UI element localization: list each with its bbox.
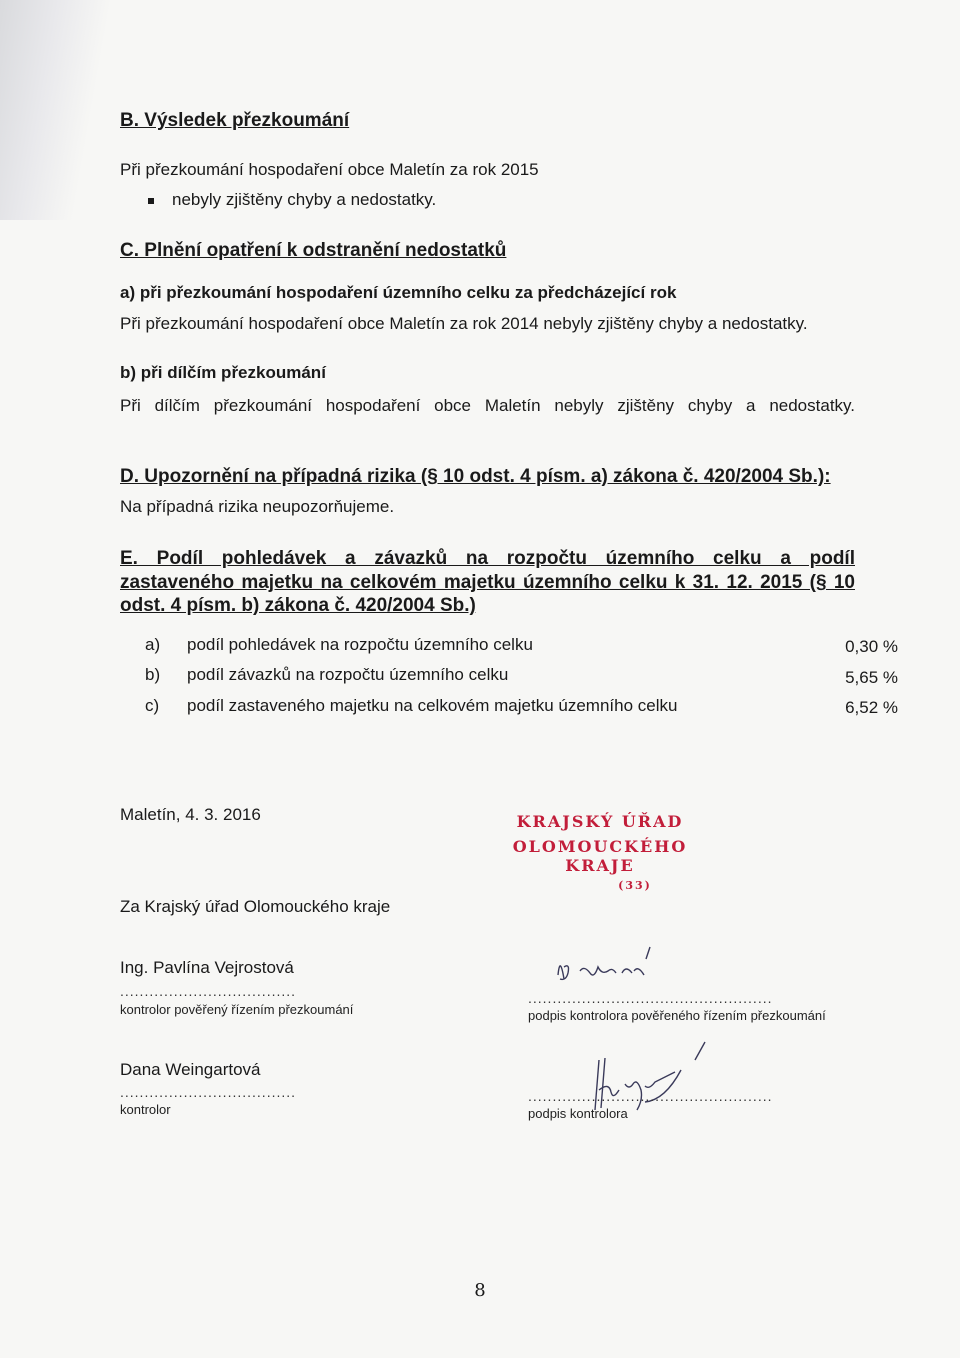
section-e-item-a-label: podíl pohledávek na rozpočtu územního celku xyxy=(187,635,533,654)
page-number: 8 xyxy=(474,1280,486,1301)
section-c-heading: C. Plnění opatření k odstranění nedostatků xyxy=(120,240,507,261)
section-e-heading-line2: zastaveného majetku na celkovém majetku územního celku k 31. 12. 2015 (§ 10 xyxy=(120,572,855,593)
section-c-b-heading: b) při dílčím přezkoumání xyxy=(120,363,326,382)
signer-1-role: kontrolor pověřený řízením přezkoumání xyxy=(120,1002,354,1017)
signature-1-label: podpis kontrolora pověřeného řízením přezkoumání xyxy=(528,1008,826,1023)
page-corner-shadow xyxy=(0,0,110,220)
for-office: Za Krajský úřad Olomouckého kraje xyxy=(120,897,391,916)
signature-2-label: podpis kontrolora xyxy=(528,1106,628,1121)
section-e-item-b-value: 5,65 % xyxy=(845,668,898,687)
signer-2-role: kontrolor xyxy=(120,1102,171,1117)
signer-1-dots: .................................... xyxy=(120,983,297,999)
stamp-number: (33) xyxy=(618,879,652,892)
section-e-item-b-letter: b) xyxy=(145,665,161,684)
stamp-line1: KRAJSKÝ ÚŘAD xyxy=(516,812,684,831)
section-b-text: Při přezkoumání hospodaření obce Maletín za rok 2015 xyxy=(120,160,539,179)
signature-1-dots: .................................................. xyxy=(528,990,773,1006)
place-date: Maletín, 4. 3. 2016 xyxy=(120,805,261,824)
section-b-bullet-text: nebyly zjištěny chyby a nedostatky. xyxy=(172,190,437,209)
section-e-item-a-letter: a) xyxy=(145,635,161,654)
section-e-item-b-label: podíl závazků na rozpočtu územního celku xyxy=(187,665,509,684)
section-c-a-heading: a) při přezkoumání hospodaření územního celku za předcházející rok xyxy=(120,283,677,302)
section-e-heading-line1: E. Podíl pohledávek a závazků na rozpočtu územního celku a podíl xyxy=(120,548,855,569)
signature-2-dots: .................................................. xyxy=(528,1088,773,1104)
office-stamp xyxy=(490,812,710,892)
section-b-bullet-item xyxy=(148,190,436,210)
section-d-heading: D. Upozornění na případná rizika (§ 10 odst. 4 písm. a) zákona č. 420/2004 Sb.): xyxy=(120,466,831,487)
section-e-item-c-letter: c) xyxy=(145,696,160,715)
section-d-text: Na případná rizika neupozorňujeme. xyxy=(120,497,395,516)
section-e-item-a-value: 0,30 % xyxy=(845,637,898,656)
signer-2-dots: .................................... xyxy=(120,1084,297,1100)
section-e-heading-line3: odst. 4 písm. b) zákona č. 420/2004 Sb.) xyxy=(120,595,476,616)
bullet-icon xyxy=(148,198,154,204)
section-c-a-text: Při přezkoumání hospodaření obce Maletín za rok 2014 nebyly zjištěny chyby a nedostatky. xyxy=(120,314,808,333)
section-c-b-text: Při dílčím přezkoumání hospodaření obce Maletín nebyly zjištěny chyby a nedostatky. xyxy=(120,396,855,415)
signer-2-name: Dana Weingartová xyxy=(120,1060,261,1079)
section-b-heading: B. Výsledek přezkoumání xyxy=(120,110,350,131)
signer-1-name: Ing. Pavlína Vejrostová xyxy=(120,958,294,977)
section-e-item-c-label: podíl zastaveného majetku na celkovém majetku územního celku xyxy=(187,696,678,715)
stamp-line2: OLOMOUCKÉHO KRAJE xyxy=(512,837,688,875)
section-e-item-c-value: 6,52 % xyxy=(845,698,898,717)
